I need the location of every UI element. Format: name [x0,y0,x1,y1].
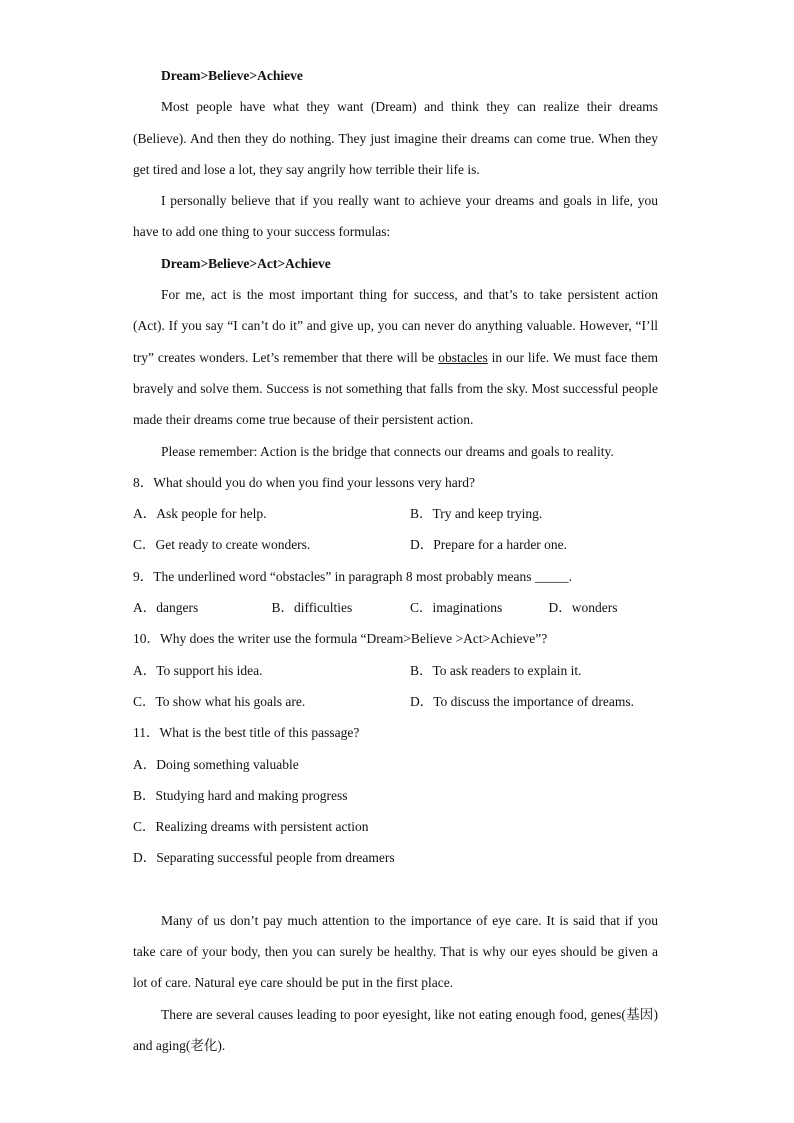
question-10-stem: 10．Why does the writer use the formula “Dream>Believe >Act>Achieve”? [133,631,548,647]
heading-dream-believe-act-achieve: Dream>Believe>Act>Achieve [161,255,331,271]
question-8-option-a: A．Ask people for help. [133,506,267,522]
passage1-paragraph-3 [133,279,658,435]
question-10-options-row-2 [133,686,658,717]
question-10-option-c: C．To show what his goals are. [133,693,306,709]
underlined-word-obstacles: obstacles [438,349,488,365]
question-11-stem: 11．What is the best title of this passage? [133,725,360,741]
question-10-options-row-1 [133,655,658,686]
question-10-option-a: A．To support his idea. [133,662,263,678]
question-9-option-a: A．dangers [133,600,199,616]
section-spacer [133,874,658,905]
paragraph-3-text-b: in our life. We must face them bravely and solve them. Success is not something that falls from the sky. Most successful people made their dreams come true because of their persistent action. [133,349,658,428]
question-8-stem: 8．What should you do when you find your lessons very hard? [133,474,475,490]
document-content [133,60,658,1061]
question-11-option-a: A．Doing something valuable [133,756,299,772]
question-9-option-c: C．imaginations [410,600,503,616]
paragraph-3-text-a: For me, act is the most important thing for success, and that’s to take persistent action (Act). If you say “I can’t do it” and give up, you can never do anything valuable. However, “I’ll try” creates wonders. Let’s remember that there will be [133,287,658,365]
question-9-option-b: B．difficulties [271,600,353,616]
question-9-stem: 9．The underlined word “obstacles” in paragraph 8 most probably means _____. [133,568,573,584]
passage1-paragraph-2: I personally believe that if you really want to achieve your dreams and goals in life, you have to add one thing to your success formulas: [133,193,658,240]
question-9-option-d: D．wonders [548,600,618,616]
passage2-paragraph-2: There are several causes leading to poor eyesight, like not eating enough food, genes(基因) and aging(老化). [133,1006,658,1053]
question-10-option-d: D．To discuss the importance of dreams. [410,693,635,709]
question-8-option-c: C．Get ready to create wonders. [133,537,311,553]
question-8-option-b: B．Try and keep trying. [410,506,543,522]
question-11-option-b: B．Studying hard and making progress [133,787,348,803]
question-8-options-row-1 [133,498,658,529]
question-8-options-row-2 [133,529,658,560]
passage1-paragraph-4: Please remember: Action is the bridge that connects our dreams and goals to reality. [161,443,614,459]
question-11-option-d: D．Separating successful people from dreamers [133,850,395,866]
question-10-option-b: B．To ask readers to explain it. [410,662,582,678]
question-9-options-row [133,592,658,623]
passage2-paragraph-1: Many of us don’t pay much attention to the importance of eye care. It is said that if you take care of your body, then you can surely be healthy. That is why our eyes should be given a lot of care. Natural eye care should be put in the first place. [133,912,658,991]
question-8-option-d: D．Prepare for a harder one. [410,537,568,553]
question-11-option-c: C．Realizing dreams with persistent action [133,819,369,835]
heading-dream-believe-achieve: Dream>Believe>Achieve [161,68,303,83]
passage1-paragraph-1: Most people have what they want (Dream) and think they can realize their dreams (Believe). And then they do nothing. They just imagine their dreams can come true. When they get tired and lose a lot, they say angrily how terrible their life is. [133,99,658,177]
